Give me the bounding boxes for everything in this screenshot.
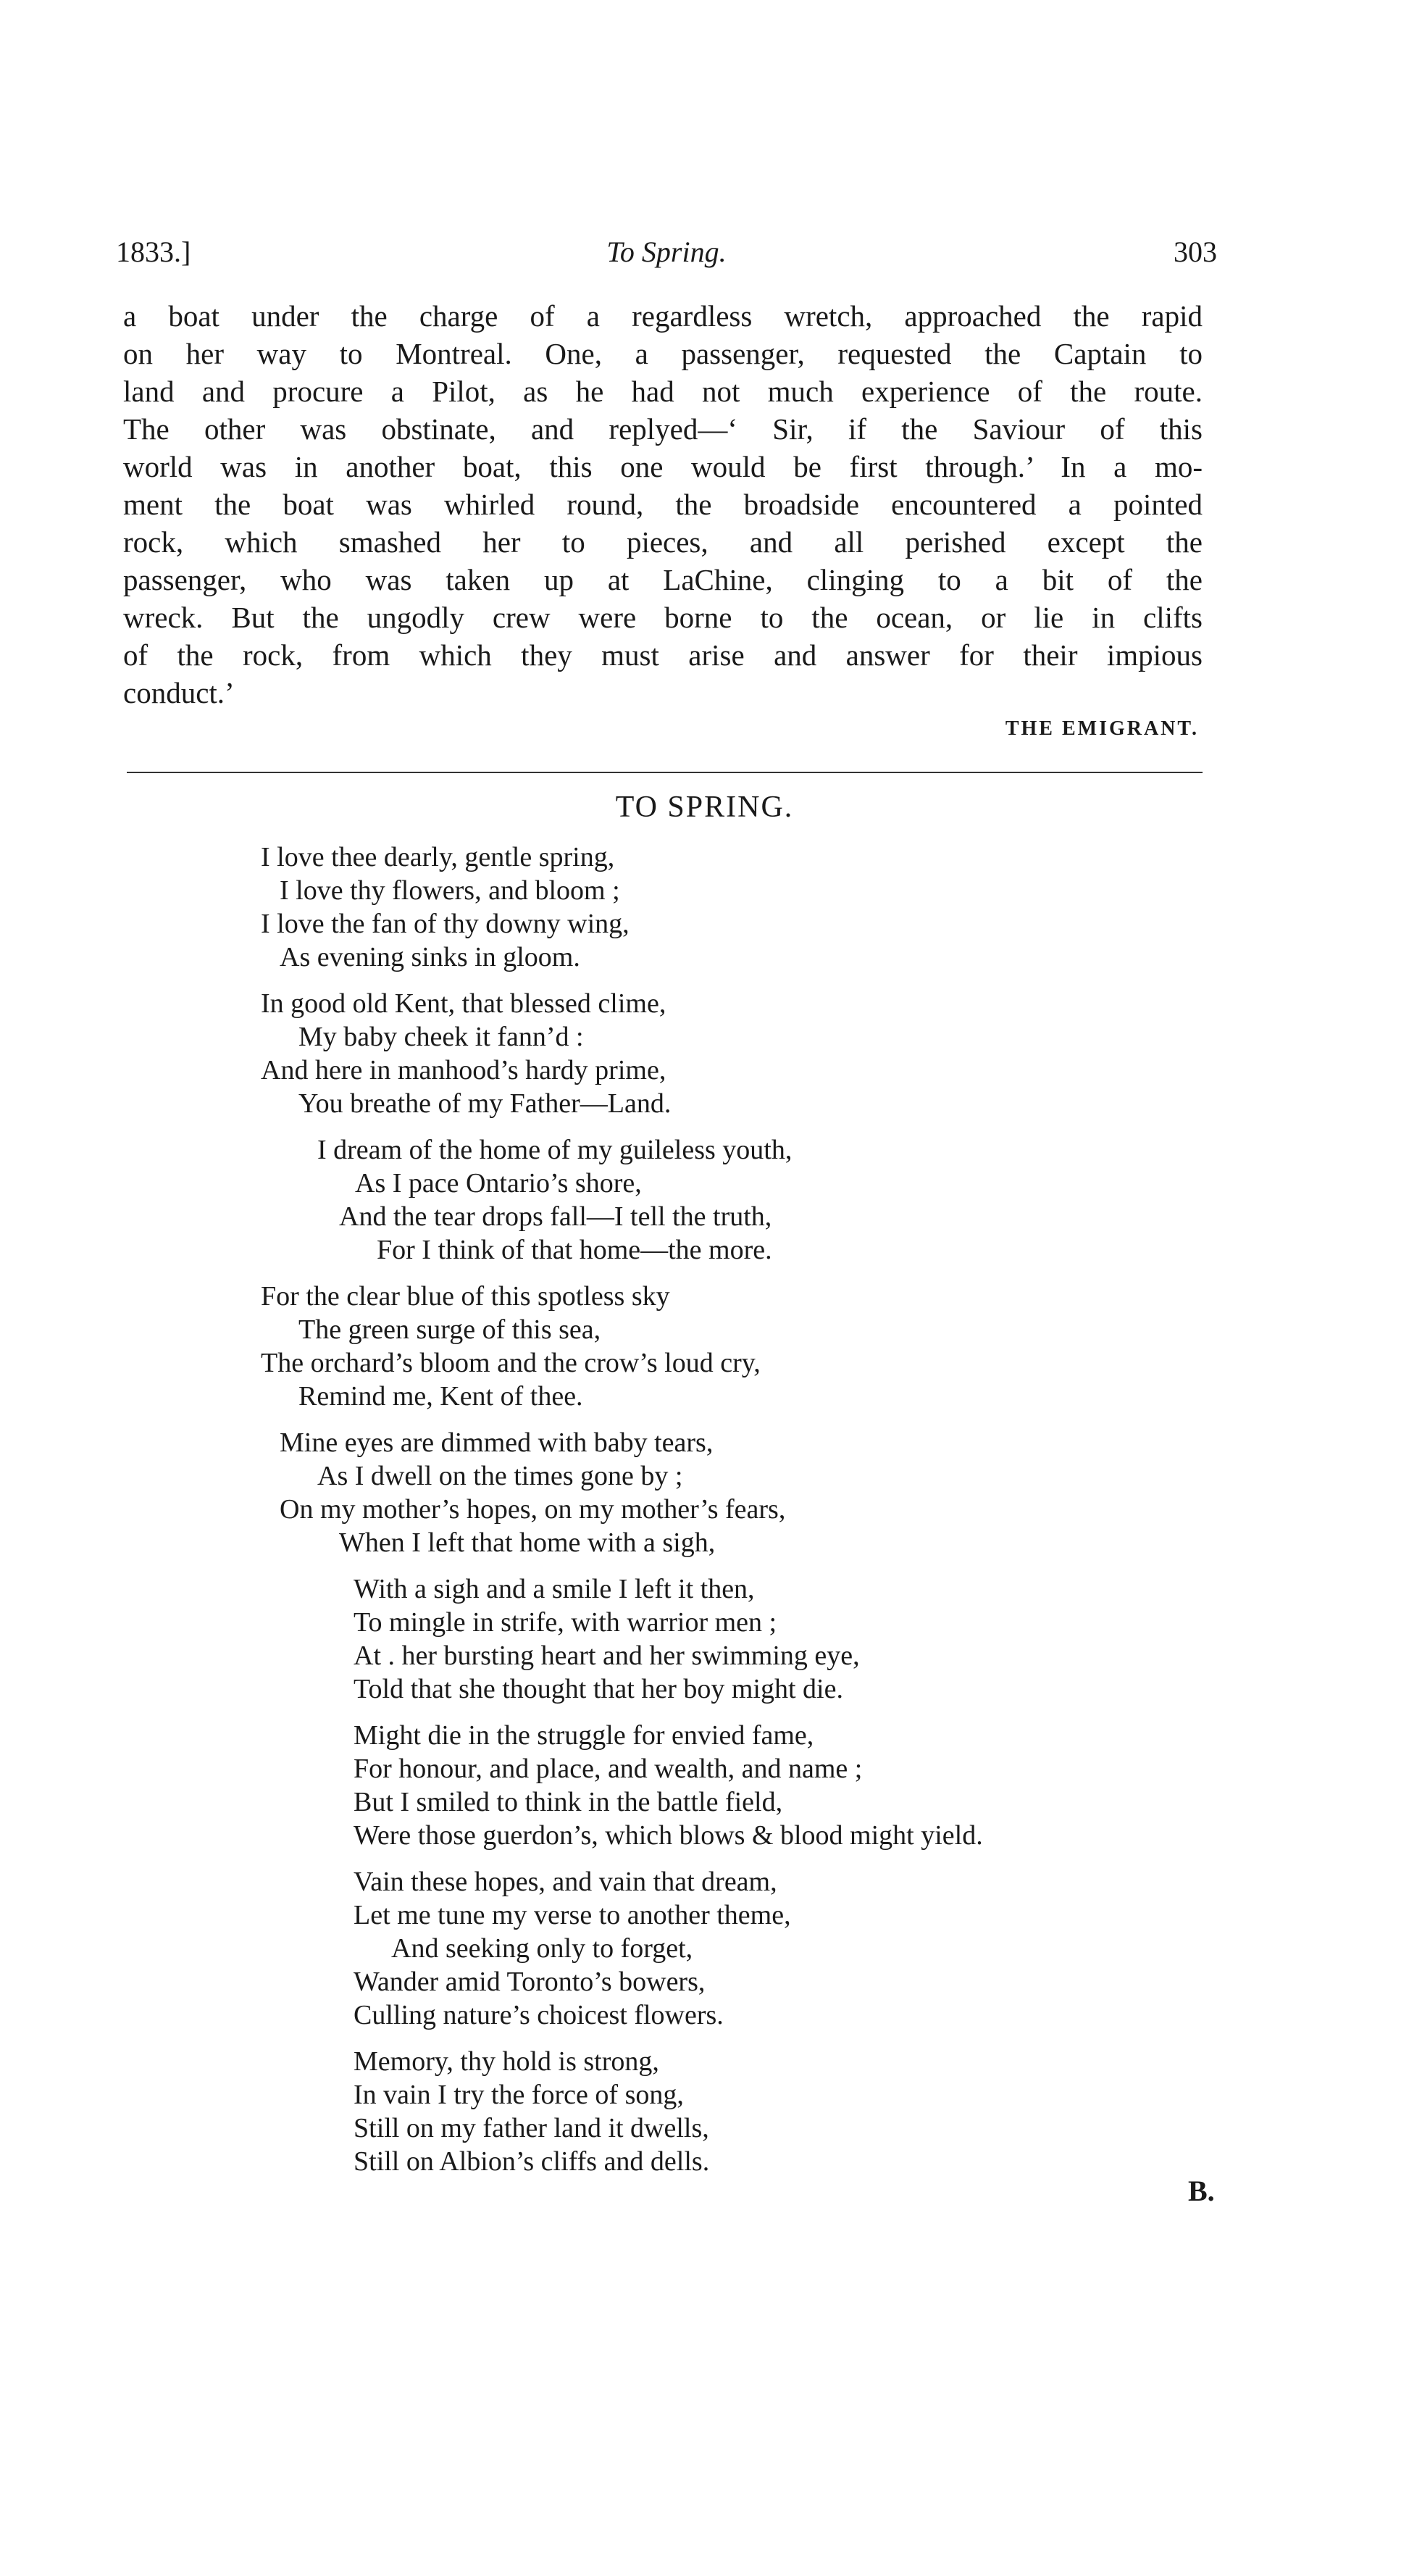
poem-line: Wander amid Toronto’s bowers, bbox=[354, 1967, 706, 1997]
poem-line: Still on my father land it dwells, bbox=[354, 2113, 709, 2143]
poem-line: The orchard’s bloom and the crow’s loud cry, bbox=[261, 1348, 761, 1378]
author-initial: B. bbox=[1188, 2175, 1215, 2207]
poem-stanza bbox=[261, 1719, 983, 1852]
poem-line: When I left that home with a sigh, bbox=[339, 1527, 716, 1558]
poem-line: Memory, thy hold is strong, bbox=[354, 2046, 659, 2077]
poem-line: Let me tune my verse to another theme, bbox=[354, 1900, 791, 1930]
poem-line: I dream of the home of my guileless youth, bbox=[317, 1135, 793, 1165]
poem-line: For the clear blue of this spotless sky bbox=[261, 1281, 670, 1312]
poem-line: As evening sinks in gloom. bbox=[280, 942, 580, 972]
prose-signature: THE EMIGRANT. bbox=[1005, 717, 1199, 740]
poem-line: Remind me, Kent of thee. bbox=[298, 1381, 583, 1412]
poem-line: Were those guerdon’s, which blows & blood might yield. bbox=[354, 1820, 983, 1851]
poem-stanza bbox=[261, 2045, 983, 2178]
prose-line: passenger, who was taken up at LaChine, clinging to a bit of the bbox=[123, 563, 1203, 596]
prose-line: The other was obstinate, and replyed—‘ Sir, if the Saviour of this bbox=[123, 412, 1203, 446]
prose-line: world was in another boat, this one would be first through.’ In a mo- bbox=[123, 450, 1203, 483]
poem-line: For honour, and place, and wealth, and name ; bbox=[354, 1754, 863, 1784]
poem-line: Might die in the struggle for envied fame, bbox=[354, 1720, 814, 1751]
poem-line: The green surge of this sea, bbox=[298, 1314, 601, 1345]
poem-body bbox=[261, 841, 983, 2191]
poem-line: And the tear drops fall—I tell the truth, bbox=[339, 1201, 772, 1232]
running-head-year: 1833.] bbox=[116, 235, 191, 268]
prose-line: of the rock, from which they must arise and answer for their impious bbox=[123, 638, 1203, 672]
poem-stanza bbox=[261, 1133, 983, 1267]
poem-line: At . her bursting heart and her swimming eye, bbox=[354, 1641, 860, 1671]
poem-stanza bbox=[261, 1426, 983, 1559]
prose-line: ment the boat was whirled round, the broadside encountered a pointed bbox=[123, 488, 1203, 521]
prose-paragraph bbox=[123, 297, 1203, 712]
prose-line: land and procure a Pilot, as he had not much experience of the route. bbox=[123, 375, 1203, 408]
poem-line: With a sigh and a smile I left it then, bbox=[354, 1574, 755, 1604]
running-head bbox=[116, 230, 1217, 274]
poem-line: And here in manhood’s hardy prime, bbox=[261, 1055, 666, 1085]
poem-line: As I pace Ontario’s shore, bbox=[355, 1168, 642, 1199]
prose-line: a boat under the charge of a regardless wretch, approached the rapid bbox=[123, 299, 1203, 333]
prose-line: conduct.’ bbox=[123, 676, 235, 709]
poem-line: My baby cheek it fann’d : bbox=[298, 1022, 584, 1052]
running-head-title: To Spring. bbox=[606, 235, 727, 268]
poem-line: To mingle in strife, with warrior men ; bbox=[354, 1607, 777, 1638]
poem-line: Told that she thought that her boy might die. bbox=[354, 1674, 843, 1704]
prose-line: on her way to Montreal. One, a passenger, requested the Captain to bbox=[123, 337, 1203, 370]
poem-line: Mine eyes are dimmed with baby tears, bbox=[280, 1427, 714, 1458]
poem-line: As I dwell on the times gone by ; bbox=[317, 1461, 683, 1491]
poem-line: You breathe of my Father—Land. bbox=[298, 1088, 672, 1119]
poem-line: Vain these hopes, and vain that dream, bbox=[354, 1867, 777, 1897]
page-number: 303 bbox=[1174, 235, 1217, 268]
poem-stanza bbox=[261, 841, 983, 974]
poem-line: In vain I try the force of song, bbox=[354, 2080, 684, 2110]
poem-stanza bbox=[261, 987, 983, 1120]
poem-title: TO SPRING. bbox=[615, 791, 794, 824]
poem-stanza bbox=[261, 1280, 983, 1413]
prose-line: rock, which smashed her to pieces, and all perished except the bbox=[123, 525, 1203, 559]
poem-line: On my mother’s hopes, on my mother’s fears, bbox=[280, 1494, 786, 1525]
poem-line: I love the fan of thy downy wing, bbox=[261, 909, 630, 939]
poem-line: Culling nature’s choicest flowers. bbox=[354, 2000, 724, 2030]
poem-line: Still on Albion’s cliffs and dells. bbox=[354, 2146, 710, 2177]
poem-stanza bbox=[261, 1865, 983, 2032]
poem-line: But I smiled to think in the battle field, bbox=[354, 1787, 783, 1817]
section-divider bbox=[127, 772, 1203, 773]
poem-line: And seeking only to forget, bbox=[391, 1933, 693, 1964]
poem-stanza bbox=[261, 1572, 983, 1706]
poem-line: I love thee dearly, gentle spring, bbox=[261, 842, 615, 872]
poem-line: In good old Kent, that blessed clime, bbox=[261, 988, 666, 1019]
poem-line: I love thy flowers, and bloom ; bbox=[280, 875, 620, 906]
prose-line: wreck. But the ungodly crew were borne to the ocean, or lie in clifts bbox=[123, 601, 1203, 634]
poem-line: For I think of that home—the more. bbox=[377, 1235, 772, 1265]
